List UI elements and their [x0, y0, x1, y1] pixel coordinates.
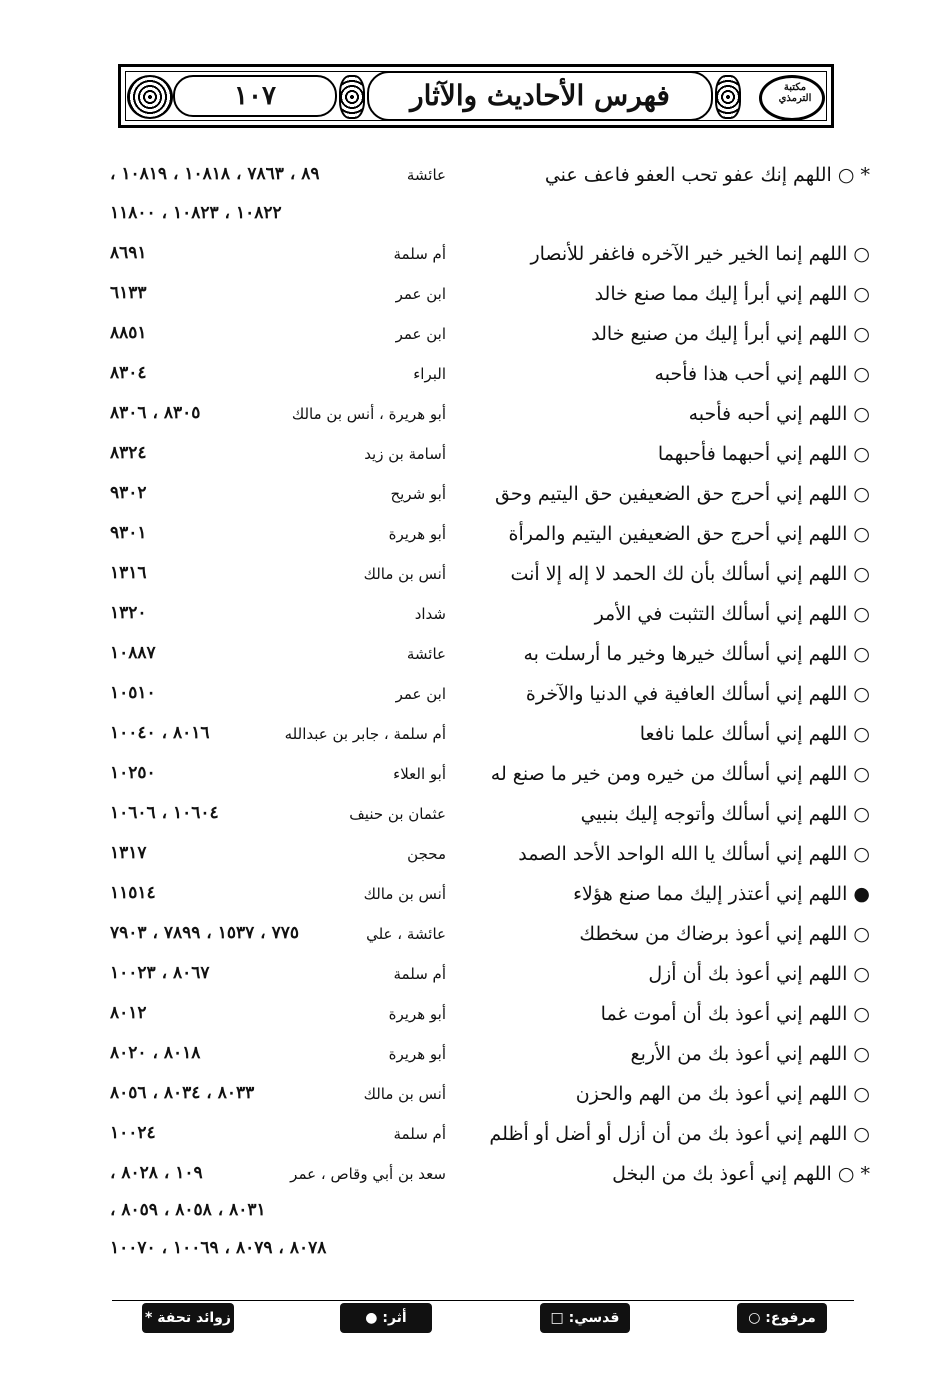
- reference-numbers: ٨٠٦٧ ، ١٠٠٢٣: [110, 963, 210, 983]
- hadith-text: ○ اللهم إنما الخير خير الآخره فاغفر للأنصار: [530, 243, 870, 265]
- reference-numbers: ٨٣٠٤: [110, 363, 147, 383]
- index-entry: [110, 963, 870, 1003]
- index-entry: [110, 643, 870, 683]
- index-entry: [110, 883, 870, 923]
- reference-numbers: ١٣١٧: [110, 843, 147, 863]
- index-entry: [110, 483, 870, 523]
- index-entry: [110, 723, 870, 763]
- narrator: عائشة: [406, 166, 446, 184]
- narrator: أبو هريرة: [388, 525, 446, 543]
- hadith-text: ○ اللهم إني أسألك خيرها وخير ما أرسلت به: [523, 643, 870, 665]
- hadith-text: ○ اللهم إني أحبه فأحبه: [688, 403, 870, 425]
- reference-numbers: ١٣١٦: [110, 563, 147, 583]
- reference-numbers: ١٠٠٢٤: [110, 1123, 156, 1143]
- legend-marfu-badge: مرفوع: ○: [737, 1303, 827, 1333]
- hadith-text: ○ اللهم إني أعوذ بك أن أموت غما: [600, 1003, 870, 1025]
- narrator: سعد بن أبي وقاص ، عمر: [290, 1165, 446, 1183]
- narrator: ابن عمر: [395, 285, 446, 303]
- reference-continuation: ٨٠٧٨ ، ٨٠٧٩ ، ١٠٠٦٩ ، ١٠٠٧٠: [110, 1238, 327, 1258]
- reference-numbers: ١٠٨٨٧: [110, 643, 156, 663]
- index-entry: [110, 243, 870, 283]
- narrator: شداد: [414, 605, 446, 623]
- index-entry: [110, 803, 870, 843]
- reference-numbers: ٨٠٣٣ ، ٨٠٣٤ ، ٨٠٥٦: [110, 1083, 255, 1103]
- narrator: أسامة بن زيد: [364, 445, 446, 463]
- hadith-text: ○ اللهم إني أسألك وأتوجه إليك بنبيي: [580, 803, 870, 825]
- narrator: أم سلمة: [393, 965, 446, 983]
- hadith-text: ○ اللهم إني أعوذ بك من الهم والحزن: [575, 1083, 870, 1105]
- index-entry: [110, 283, 870, 323]
- legend-athar-badge: أثر: ●: [340, 1303, 432, 1333]
- reference-numbers: ٨٩ ، ٧٨٦٣ ، ١٠٨١٨ ، ١٠٨١٩ ،: [110, 164, 320, 184]
- hadith-text: ○ اللهم إني أعوذ بك من أن أزل أو أضل أو أظلم: [489, 1123, 870, 1145]
- index-entry: [110, 1003, 870, 1043]
- narrator: أنس بن مالك: [363, 1085, 446, 1103]
- hadith-text: * ○ اللهم إنك عفو تحب العفو فاعف عني: [544, 164, 870, 186]
- narrator: أم سلمة ، جابر بن عبدالله: [284, 725, 446, 743]
- page-header-banner: [118, 64, 834, 128]
- index-entry: [110, 1163, 870, 1203]
- hadith-text: ○ اللهم إني أسألك علما نافعا: [639, 723, 870, 745]
- index-entry: [110, 563, 870, 603]
- narrator: أم سلمة: [393, 245, 446, 263]
- index-entry: [110, 763, 870, 803]
- narrator: أنس بن مالك: [363, 565, 446, 583]
- hadith-text: ○ اللهم إني أحرج حق الضعيفين اليتيم والمرأة: [508, 523, 870, 545]
- hadith-text: ○ اللهم إني أبرأ إليك من صنيع خالد: [591, 323, 870, 345]
- index-entry: [110, 843, 870, 883]
- legend-zawaid-badge: زوائد تحفة *: [142, 1303, 234, 1333]
- hadith-text: ○ اللهم إني أسألك من خيره ومن خير ما صنع له: [490, 763, 870, 785]
- reference-numbers: ٨٨٥١: [110, 323, 147, 343]
- narrator: عثمان بن حنيف: [349, 805, 446, 823]
- index-entry: [110, 923, 870, 963]
- narrator: ابن عمر: [395, 325, 446, 343]
- hadith-text: ○ اللهم إني أسألك العافية في الدنيا والآخرة: [525, 683, 870, 705]
- page-number: ١٠٧: [173, 75, 337, 117]
- narrator: أبو هريرة: [388, 1005, 446, 1023]
- right-inner-ornament-icon: [715, 75, 741, 119]
- hadith-text: ○ اللهم إني أسألك يا الله الواحد الأحد الصمد: [518, 843, 870, 865]
- reference-numbers: ١٣٢٠: [110, 603, 147, 623]
- reference-numbers: ١٠٦٠٤ ، ١٠٦٠٦: [110, 803, 219, 823]
- reference-numbers: ١٠٩ ، ٨٠٢٨ ،: [110, 1163, 203, 1183]
- page-title: فهرس الأحاديث والآثار: [367, 71, 713, 121]
- hadith-text: ○ اللهم إني أعوذ بك أن أزل: [648, 963, 870, 985]
- reference-numbers: ٨٣٠٥ ، ٨٣٠٦: [110, 403, 201, 423]
- narrator: أبو العلاء: [393, 765, 446, 783]
- narrator: أم سلمة: [393, 1125, 446, 1143]
- index-entry: [110, 1043, 870, 1083]
- reference-numbers: ٨٠١٨ ، ٨٠٢٠: [110, 1043, 201, 1063]
- hadith-text: ● اللهم إني أعتذر إليك مما صنع هؤلاء: [573, 883, 870, 905]
- hadith-text: ○ اللهم إني أسألك بأن لك الحمد لا إله إلا أنت: [510, 563, 870, 585]
- hadith-text: * ○ اللهم إني أعوذ بك من البخل: [612, 1163, 870, 1185]
- hadith-text: ○ اللهم إني أبرأ إليك مما صنع خالد: [594, 283, 870, 305]
- narrator: ابن عمر: [395, 685, 446, 703]
- index-entry: [110, 1123, 870, 1163]
- reference-numbers: ٨٠١٦ ، ١٠٠٤٠: [110, 723, 210, 743]
- hadith-text: ○ اللهم إني أسألك التثبت في الأمر: [594, 603, 870, 625]
- reference-numbers: ١١٥١٤: [110, 883, 156, 903]
- index-entry: [110, 603, 870, 643]
- narrator: أبو شريح: [390, 485, 446, 503]
- hadith-text: ○ اللهم إني أعوذ بك من الأربع: [630, 1043, 870, 1065]
- narrator: البراء: [413, 365, 446, 383]
- reference-continuation: ٨٠٣١ ، ٨٠٥٨ ، ٨٠٥٩ ،: [110, 1200, 266, 1220]
- reference-numbers: ٩٣٠٢: [110, 483, 147, 503]
- index-entry: [110, 403, 870, 443]
- legend-qudsi-badge: قدسي: □: [540, 1303, 630, 1333]
- hadith-text: ○ اللهم إني أحبهما فأحبهما: [657, 443, 870, 465]
- index-entry: [110, 363, 870, 403]
- reference-numbers: ٦١٣٣: [110, 283, 147, 303]
- reference-numbers: ٧٧٥ ، ١٥٣٧ ، ٧٨٩٩ ، ٧٩٠٣: [110, 923, 299, 943]
- left-inner-ornament-icon: [339, 75, 365, 119]
- hadith-text: ○ اللهم إني أحرج حق الضعيفين حق اليتيم وحق: [495, 483, 870, 505]
- reference-numbers: ٨٦٩١: [110, 243, 147, 263]
- index-entry: [110, 164, 870, 204]
- narrator: عائشة ، علي: [366, 925, 446, 943]
- index-entry: [110, 683, 870, 723]
- footer-rule: [112, 1300, 854, 1301]
- narrator: محجن: [407, 845, 446, 863]
- reference-continuation: ١٠٨٢٢ ، ١٠٨٢٣ ، ١١٨٠٠: [110, 203, 282, 223]
- index-entry: [110, 443, 870, 483]
- narrator: أبو هريرة: [388, 1045, 446, 1063]
- narrator: عائشة: [406, 645, 446, 663]
- reference-numbers: ٨٠١٢: [110, 1003, 147, 1023]
- reference-numbers: ١٠٥١٠: [110, 683, 156, 703]
- narrator: أنس بن مالك: [363, 885, 446, 903]
- hadith-text: ○ اللهم إني أحب هذا فأحبه: [654, 363, 870, 385]
- index-entry: [110, 523, 870, 563]
- reference-numbers: ٨٣٢٤: [110, 443, 147, 463]
- left-ornament-icon: [127, 75, 173, 119]
- hadith-text: ○ اللهم إني أعوذ برضاك من سخطك: [579, 923, 870, 945]
- index-entry: [110, 323, 870, 363]
- seal-logo-text: مكتبة الترمذي: [778, 82, 812, 104]
- reference-numbers: ١٠٢٥٠: [110, 763, 156, 783]
- narrator: أبو هريرة ، أنس بن مالك: [291, 405, 446, 423]
- index-entry: [110, 1083, 870, 1123]
- reference-numbers: ٩٣٠١: [110, 523, 147, 543]
